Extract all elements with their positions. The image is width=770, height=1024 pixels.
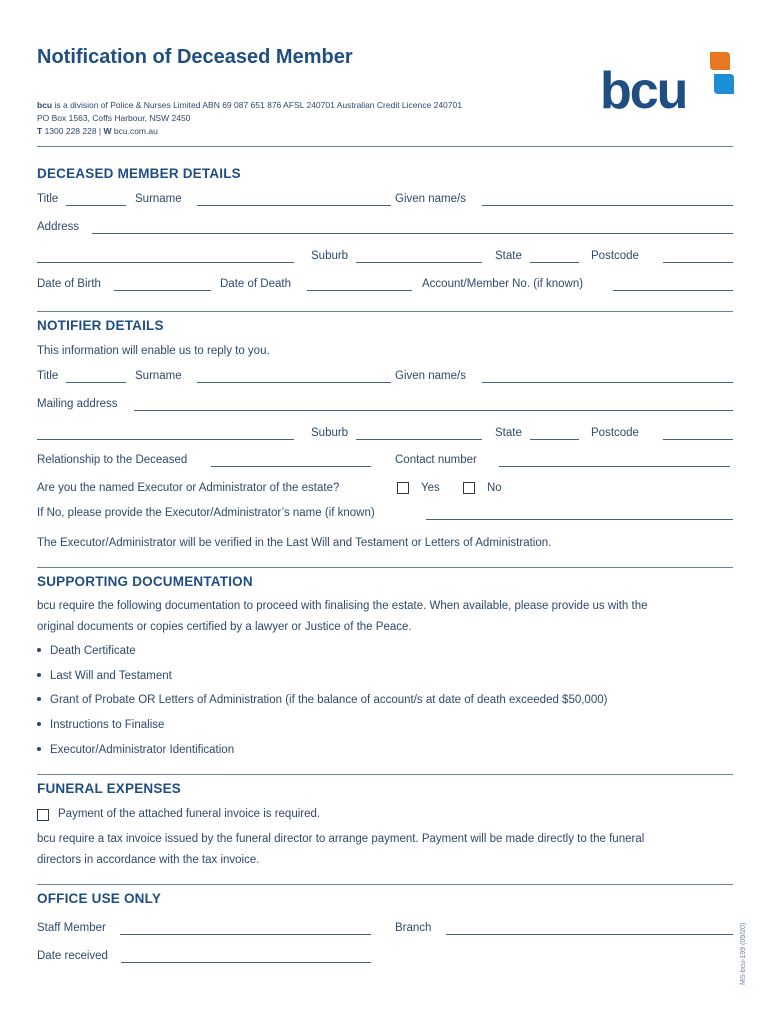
executor-no-label: No	[487, 482, 502, 494]
bullet-icon	[37, 673, 41, 677]
list-item-text: Grant of Probate OR Letters of Administration (if the balance of account/s at date of death exceeded $50,000)	[50, 694, 608, 706]
executor-question: Are you the named Executor or Administrator of the estate?	[37, 482, 340, 494]
page-title: Notification of Deceased Member	[37, 46, 353, 68]
company-contact	[37, 126, 158, 136]
funeral-invoice-label: Payment of the attached funeral invoice is required.	[58, 808, 321, 820]
list-item	[37, 744, 234, 756]
list-item	[37, 670, 172, 682]
deceased-address-label: Address	[37, 221, 80, 233]
executor-name-label: If No, please provide the Executor/Administrator’s name (if known)	[37, 507, 375, 519]
divider	[37, 146, 733, 147]
deceased-address-field-2[interactable]	[37, 262, 294, 263]
divider	[37, 311, 733, 312]
section-deceased-heading: DECEASED MEMBER DETAILS	[37, 166, 241, 181]
notifier-postcode-field[interactable]	[663, 439, 733, 440]
section-supporting-heading: SUPPORTING DOCUMENTATION	[37, 574, 253, 589]
notifier-surname-label: Surname	[135, 370, 182, 382]
funeral-para-1: bcu require a tax invoice issued by the funeral director to arrange payment. Payment will be made directly to the funeral	[37, 833, 645, 845]
executor-yes-checkbox[interactable]	[397, 482, 409, 494]
svg-text:bcu: bcu	[600, 62, 687, 114]
divider	[37, 567, 733, 568]
deceased-address-field[interactable]	[92, 233, 733, 234]
company-legal-text: is a division of Police & Nurses Limited ABN 69 087 651 876 AFSL 240701 Australian Credit Licence 240701	[52, 100, 462, 110]
notifier-suburb-field[interactable]	[356, 439, 482, 440]
section-funeral-heading: FUNERAL EXPENSES	[37, 781, 181, 796]
list-item	[37, 694, 607, 706]
branch-label: Branch	[395, 922, 432, 934]
list-item-text: Executor/Administrator Identification	[50, 744, 235, 756]
phone-number: 1300 228 228 |	[42, 126, 104, 136]
notifier-title-field[interactable]	[66, 382, 126, 383]
relationship-label: Relationship to the Deceased	[37, 454, 188, 466]
section-notifier-heading: NOTIFIER DETAILS	[37, 318, 164, 333]
list-item-text: Last Will and Testament	[50, 670, 172, 682]
web-prefix: W	[103, 126, 112, 136]
bcu-logo	[598, 50, 738, 114]
notifier-state-label: State	[495, 427, 522, 439]
company-address: PO Box 1563, Coffs Harbour, NSW 2450	[37, 113, 191, 123]
deceased-dob-field[interactable]	[114, 290, 211, 291]
notifier-state-field[interactable]	[530, 439, 579, 440]
funeral-para-2: directors in accordance with the tax invoice.	[37, 854, 260, 866]
deceased-postcode-field[interactable]	[663, 262, 733, 263]
deceased-given-label: Given name/s	[395, 193, 466, 205]
notifier-surname-field[interactable]	[197, 382, 391, 383]
deceased-given-field[interactable]	[482, 205, 733, 206]
deceased-suburb-field[interactable]	[356, 262, 482, 263]
deceased-state-label: State	[495, 250, 522, 262]
staff-member-label: Staff Member	[37, 922, 106, 934]
list-item-text: Instructions to Finalise	[50, 719, 165, 731]
list-item	[37, 719, 164, 731]
company-info-line1	[37, 100, 462, 110]
notifier-suburb-label: Suburb	[311, 427, 349, 439]
notifier-postcode-label: Postcode	[591, 427, 639, 439]
notifier-mailing-label: Mailing address	[37, 398, 118, 410]
funeral-invoice-checkbox[interactable]	[37, 809, 49, 821]
date-received-field[interactable]	[121, 962, 371, 963]
branch-field[interactable]	[446, 934, 733, 935]
bullet-icon	[37, 697, 41, 701]
deceased-postcode-label: Postcode	[591, 250, 639, 262]
executor-no-checkbox[interactable]	[463, 482, 475, 494]
notifier-mailing-field[interactable]	[134, 410, 733, 411]
verification-note: The Executor/Administrator will be verified in the Last Will and Testament or Letters of Administration.	[37, 537, 552, 549]
staff-member-field[interactable]	[120, 934, 371, 935]
divider	[37, 774, 733, 775]
deceased-title-label: Title	[37, 193, 59, 205]
executor-yes-label: Yes	[421, 482, 440, 494]
list-item-text: Death Certificate	[50, 645, 136, 657]
notifier-title-label: Title	[37, 370, 59, 382]
notifier-mailing-field-2[interactable]	[37, 439, 294, 440]
deceased-account-label: Account/Member No. (if known)	[422, 278, 584, 290]
deceased-title-field[interactable]	[66, 205, 126, 206]
web-address: bcu.com.au	[111, 126, 158, 136]
deceased-suburb-label: Suburb	[311, 250, 349, 262]
notifier-given-field[interactable]	[482, 382, 733, 383]
supporting-para-1: bcu require the following documentation to proceed with finalising the estate. When available, please provide us with the	[37, 600, 648, 612]
deceased-state-field[interactable]	[530, 262, 579, 263]
bullet-icon	[37, 722, 41, 726]
date-received-label: Date received	[37, 950, 108, 962]
list-item	[37, 645, 136, 657]
executor-name-field[interactable]	[426, 519, 733, 520]
deceased-dob-label: Date of Birth	[37, 278, 101, 290]
divider	[37, 884, 733, 885]
notifier-intro: This information will enable us to reply to you.	[37, 345, 270, 357]
form-code: MS-bcu-199 (09/20)	[740, 922, 747, 985]
deceased-dod-label: Date of Death	[220, 278, 291, 290]
bullet-icon	[37, 648, 41, 652]
contact-number-field[interactable]	[499, 466, 730, 467]
contact-number-label: Contact number	[395, 454, 477, 466]
deceased-surname-label: Surname	[135, 193, 182, 205]
notifier-given-label: Given name/s	[395, 370, 466, 382]
deceased-dod-field[interactable]	[307, 290, 412, 291]
section-office-heading: OFFICE USE ONLY	[37, 891, 162, 906]
relationship-field[interactable]	[211, 466, 371, 467]
supporting-para-2: original documents or copies certified by a lawyer or Justice of the Peace.	[37, 621, 412, 633]
brand-name: bcu	[37, 100, 53, 110]
phone-prefix: T	[37, 126, 43, 136]
deceased-surname-field[interactable]	[197, 205, 391, 206]
deceased-account-field[interactable]	[613, 290, 733, 291]
bullet-icon	[37, 747, 41, 751]
